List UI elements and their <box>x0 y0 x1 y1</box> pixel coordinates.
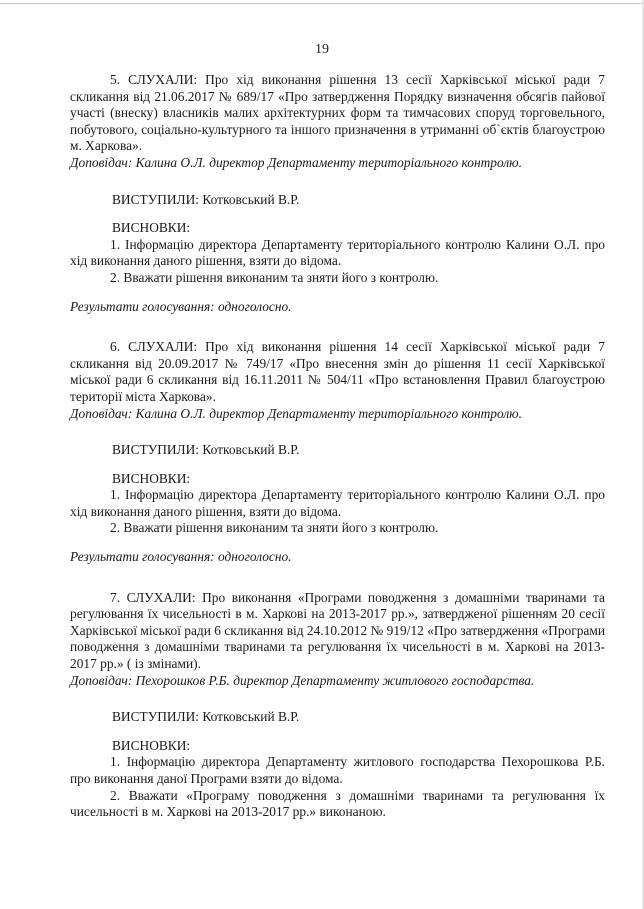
page-number: 19 <box>315 42 329 57</box>
heard-paragraph: 6. СЛУХАЛИ: Про хід виконання рішення 14 сесії Харківської міської ради 7 скликання від 20.09.2017 № 749/17 «Про внесення змін до рішення 11 сесії Харківської міської ради 6 скликання від 16.11.2011 № 504/11 «Про встановлення Правил благоустрою території міста Харкова». <box>70 339 605 404</box>
conclusion-2: 2. Вважати «Програму поводження з домашніми тваринами та регулювання їх чисельності в м. Харкові на 2013-2017 рр.» виконаною. <box>70 787 605 820</box>
conclusions-label: ВИСНОВКИ: <box>112 470 191 486</box>
heard-paragraph: 7. СЛУХАЛИ: Про виконання «Програми поводження з домашніми тваринами та регулювання їх чисельності в м. Харкові на 2013-2017 рр.», затвердженої рішенням 20 сесії Харківської міської ради 6 скликання від 24.10.2012 № 919/12 «Про затвердження «Програми поводження з домашніми тваринами та регулювання їх чисельності в м. Харкові на 2013-2017 рр.» ( із змінами). <box>70 589 605 672</box>
conclusion-2: 2. Вважати рішення виконаним та зняти його з контролю. <box>110 520 439 536</box>
conclusion-1: 1. Інформацію директора Департаменту територіального контролю Калини О.Л. про хід виконання даного рішення, взяти до відома. <box>70 236 605 269</box>
voting-result: Результати голосування: одноголосно. <box>70 549 292 565</box>
spoke-line: ВИСТУПИЛИ: Котковський В.Р. <box>112 191 300 207</box>
conclusions-label: ВИСНОВКИ: <box>112 737 191 753</box>
heard-paragraph: 5. СЛУХАЛИ: Про хід виконання рішення 13 сесії Харківської міської ради 7 скликання від 21.06.2017 № 689/17 «Про затвердження Порядку визначення обсягів пайової участі (внеску) власників малих архітектурних форм та тимчасових споруд торговельного, побутового, соціально-культурного та іншого призначення в утриманні об`єктів благоустрою м. Харкова». <box>70 72 605 154</box>
document-body <box>70 72 605 821</box>
conclusion-1: 1. Інформацію директора Департаменту житлового господарства Пехорошкова Р.Б. про виконання даної Програми взяти до відома. <box>70 754 605 786</box>
reporter-line: Доповідач: Калина О.Л. директор Департаменту територіального контролю. <box>70 405 522 421</box>
spoke-line: ВИСТУПИЛИ: Котковський В.Р. <box>112 442 300 458</box>
spoke-line: ВИСТУПИЛИ: Котковський В.Р. <box>112 709 300 725</box>
voting-result: Результати голосування: одноголосно. <box>70 298 292 314</box>
reporter-line: Доповідач: Калина О.Л. директор Департаменту територіального контролю. <box>70 154 522 170</box>
scan-top-edge <box>0 3 644 4</box>
section-6 <box>70 339 605 566</box>
conclusion-2: 2. Вважати рішення виконаним та зняти його з контролю. <box>110 269 439 285</box>
conclusion-1: 1. Інформацію директора Департаменту територіального контролю Калини О.Л. про хід виконання даного рішення, взяти до відома. <box>70 487 605 519</box>
reporter-line: Доповідач: Пехорошков Р.Б. директор Департаменту житлового господарства. <box>70 672 535 688</box>
section-7 <box>70 590 605 821</box>
section-5 <box>70 72 605 315</box>
conclusions-label: ВИСНОВКИ: <box>112 220 191 236</box>
